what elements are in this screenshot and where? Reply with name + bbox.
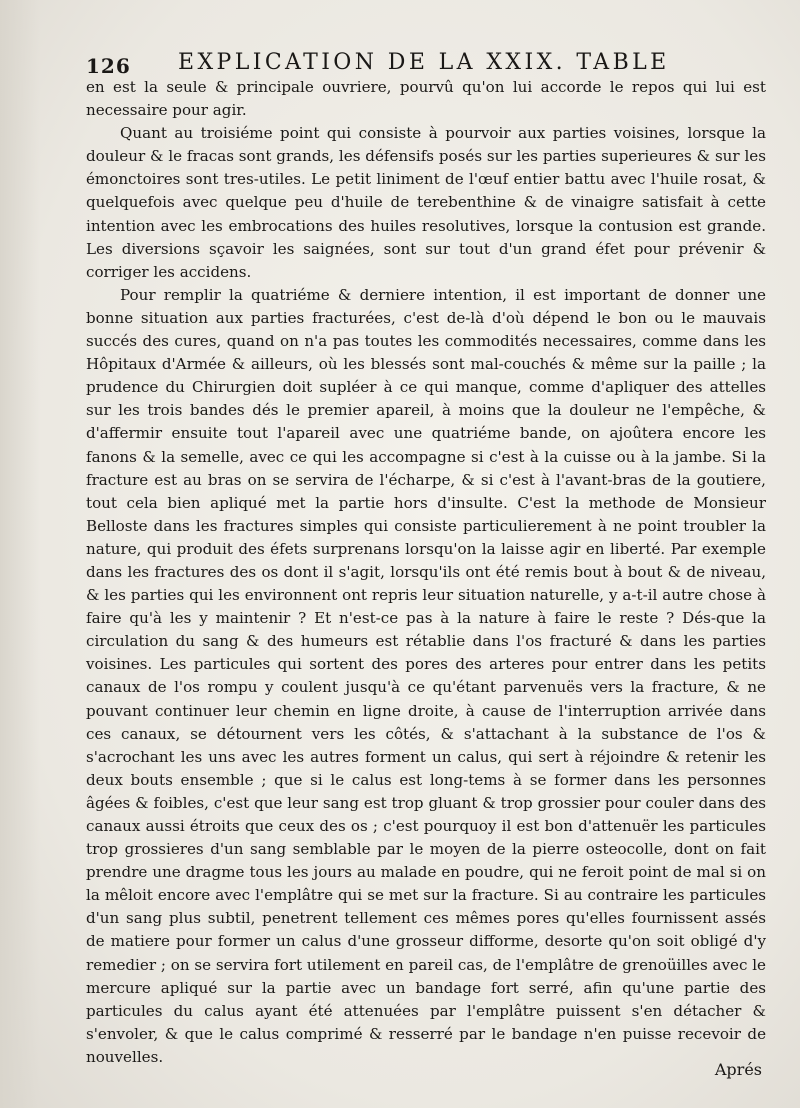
paragraph: Pour remplir la quatriéme & derniere intention, il est important de donner une bonne situation aux parties fracturées, c'est de-là d'où dépend le bon ou le mauvais succés des cures, quand on n'a pas toutes les commodités necessaires, comme dans les Hôpitaux d'Armée & ailleurs, où les blessés sont mal-couchés & même sur la paille ; la prudence du Chirurgien doit supléer à ce qui manque, comme d'apliquer des attelles sur les trois bandes dés le premier apareil, à moins que la douleur ne l'empêche, & d'affermir ensuite tout l'apareil avec une quatriéme bande, on ajoûtera encore les fanons & la semelle, avec ce qui les accompagne si c'est à la cuisse ou à la jambe. Si la fracture est au bras on se servira de l'écharpe, & si c'est à l'avant-bras de la goutiere, tout cela bien apliqué met la partie hors d'insulte. C'est la methode de Monsieur Belloste dans les fractures simples qui consiste particulierement à ne point troubler la nature, qui produit des éfets surprenans lorsqu'on la laisse agir en liberté. Par exemple dans les fractures des os dont il s'agit, lorsqu'ils ont été remis bout à bout & de niveau, & les parties qui les environnent ont repris leur situation naturelle, y a-t-il autre chose à faire qu'à les y maintenir ? Et n'est-ce pas à la nature à faire le reste ? Dés-que la circulation du sang & des humeurs est rétablie dans l'os fracturé & dans les parties voisines. Les particules qui sortent des pores des arteres pour entrer dans les petits canaux de l'os rompu y coulent jusqu'à ce qu'étant parvenuës vers la fracture, & ne pouvant continuer leur chemin en ligne droite, à cause de l'interruption arrivée dans ces canaux, se détournent vers les côtés, & s'attachant à la substance de l'os & s'acrochant les uns avec les autres forment un calus, qui sert à réjoindre & retenir les deux bouts ensemble ; que si le calus est long-tems à se former dans les personnes âgées & foibles, c'est que leur sang est trop gluant & trop grossier pour couler dans des canaux aussi étroits que ceux des os ; c'est pourquoy il est bon d'attenuër les particules trop grossieres d'un sang semblable par le moyen de la pierre osteocolle, dont on fait prendre une dragme tous les jours au malade en poudre, qui ne feroit point de mal si on la mêloit encore avec l'emplâtre qui se met sur la fracture. Si au contraire les particules d'un sang plus subtil, penetrent tellement ces mêmes pores qu'elles fournissent assés de matiere pour former un calus d'une grosseur difforme, desorte qu'on soit obligé d'y remedier ; on se servira fort utilement en pareil cas, de l'emplâtre de grenoüilles avec le mercure apliqué sur la partie avec un bandage fort serré, afin qu'une partie des particules du calus ayant été attenuées par l'emplâtre puissent s'en détacher & s'envoler, & que le calus comprimé & resserré par le bandage n'en puisse recevoir de nouvelles. [86,285,766,1066]
running-head [86,48,770,78]
binding-shadow [0,0,40,1108]
page-number: 126 [86,54,131,78]
paragraph-continuation: en est la seule & principale ouvriere, pourvû qu'on lui accorde le repos qui lui est necessaire pour agir. [86,78,766,120]
paragraph: Quant au troisiéme point qui consiste à pourvoir aux parties voisines, lorsque la douleur & le fracas sont grands, les défensifs posés sur les parties superieures & sur les émonctoires sont tres-utiles. Le petit liniment de l'œuf entier battu avec l'huile rosat, & quelquefois avec quelque peu d'huile de terebenthine & de vinaigre satisfait à cette intention avec les embrocations des huiles resolutives, lorsque la contusion est grande. Les diversions sçavoir les saignées, sont sur tout d'un grand éfet pour prévenir & corriger les accidens. [86,124,766,281]
page-header-title: EXPLICATION DE LA XXIX. TABLE [178,50,670,75]
catchword: Aprés [714,1060,762,1079]
body-text [86,76,766,1069]
